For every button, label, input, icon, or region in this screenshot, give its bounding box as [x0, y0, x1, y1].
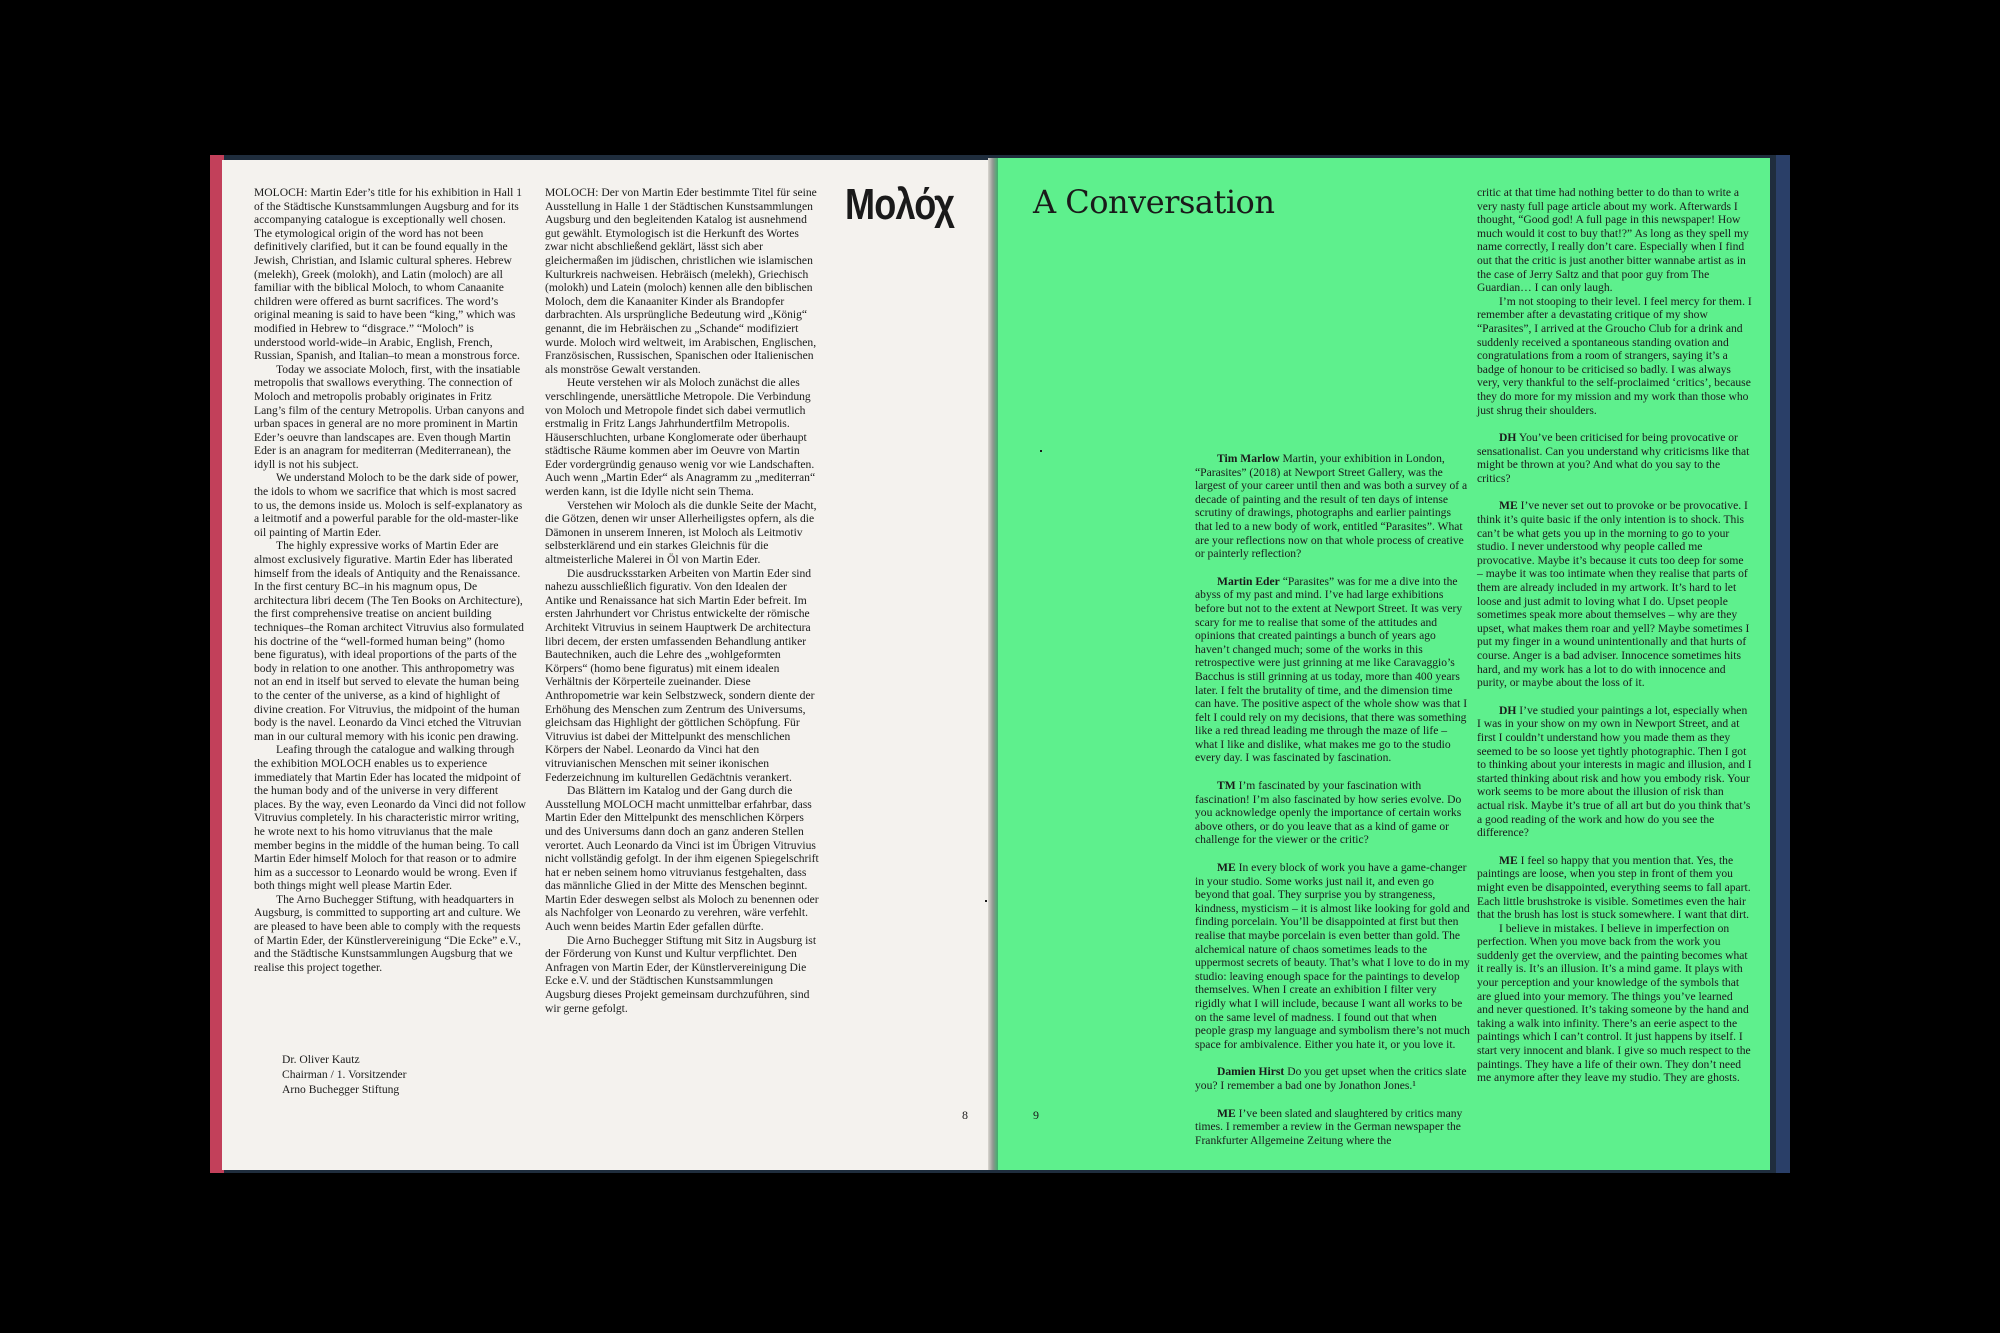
paragraph-text: Leafing through the catalogue and walking through the exhibition MOLOCH enables us to experience immediately that Martin Eder has located the midpoint of the human body and of the universe in very different places. By the way, even Leonardo da Vinci did not follow Vitruvius completely. In his characteristic mirror writing, he wrote next to his homo vitruvianus that the male member begins in the middle of the human being. To call Martin Eder himself Moloch for that reason or to admire him as a successor to Leonardo would be wrong. Even if both things might well please Martin Eder.	[254, 743, 527, 893]
paragraph	[254, 539, 526, 743]
paragraph-text: MOLOCH: Martin Eder’s title for his exhibition in Hall 1 of the Städtische Kunstsammlungen Augsburg and for its accompanying catalogue is exceptionally well chosen. The etymological origin of the word has not been definitively clarified, but it can be found equally in the Jewish, Christian, and Islamic cultural spheres. Hebrew (melekh), Greek (molokh), and Latin (moloch) are all familiar with the biblical Moloch, to whom Canaanite children were offered as burnt sacrifices. The word’s original meaning is said to have been “king,” which was modified in Hebrew to “disgrace.” “Moloch” is understood world-wide–in Arabic, English, French, Russian, Spanish, and Italian–to mean a monstrous force.	[254, 186, 523, 363]
moloch-heading: Μολόχ	[845, 180, 955, 229]
speaker-name: Martin Eder	[1217, 574, 1280, 588]
paragraph-text: Do you get upset when the critics slate you? I remember a bad one by Jonathon Jones.¹	[1195, 1065, 1467, 1092]
paragraph-gap	[1477, 417, 1752, 431]
paragraph-text: I believe in mistakes. I believe in imperfection on perfection. When you move back from the work you suddenly get the overview, and the painting becomes what it really is. It’s an illusion. It’s a mind game. It plays with your perception and your knowledge of the symbols that are glued into your memory. The things you’ve learned and never questioned. It’s taking someone by the hand and taking a walk into infinity. There’s an eerie aspect to the paintings which I can’t control. It just happens by itself. I start very innocent and blank. I give so much respect to the paintings. They have a life of their own. They don’t need me anymore after they leave my studio. They are ghosts.	[1477, 921, 1751, 1085]
paragraph-gap	[1195, 765, 1470, 779]
paragraph	[254, 186, 526, 363]
paragraph-text: I feel so happy that you mention that. Yes, the paintings are loose, when you step in front of them you might even be disappointed, everything seems to fall apart. Each little brushstroke is visible. Sometimes even the hair that the brush has lost is stuck somewhere. I want that dirt.	[1477, 853, 1751, 922]
paragraph	[545, 186, 820, 376]
page-number-right: 9	[1033, 1108, 1039, 1122]
paragraph	[1477, 431, 1752, 485]
paragraph	[1195, 575, 1470, 765]
paragraph-text: Heute verstehen wir als Moloch zunächst die alles verschlingende, unersättliche Metropole. Die Verbindung von Moloch und Metropole findet sich dabei vermutlich erstmalig in Fritz Langs Jahrhundertfilm Metropolis. Häuserschluchten, urbane Konglomerate oder überhaupt städtische Räume kommen aber im Oeuvre von Martin Eder vordergründig genauso wenig vor wie Landschaften. Auch wenn „Martin Eder“ als Anagramm zu „mediterran“ werden kann, ist die Idylle nicht sein Thema.	[545, 376, 816, 499]
paragraph-text: The highly expressive works of Martin Eder are almost exclusively figurative. Martin Eder has liberated himself from the ideals of Antiquity and the Renaissance. In the first century BC–in his magnum opus, De architectura libri decem (The Ten Books on Architecture), the first comprehensive treatise on ancient building techniques–the Roman architect Vitruvius also formulated his doctrine of the “well-formed human being” (homo bene figuratus), with ideal proportions of the parts of the body in relation to one another. This anthropometry was not an end in itself but served to elevate the human being to the center of the universe, as a kind of highlight of divine creation. For Vitruvius, the midpoint of the human body is the navel. Leonardo da Vinci etched the Vitruvian man in our cultural memory with his iconic pen drawing.	[254, 539, 524, 743]
paragraph-text: In every block of work you have a game-changer in your studio. Some works just nail it, and even go beyond that goal. They surprise you by strangeness, kindness, mysticism – it is almost like looking for gold and finding porcelain. You’ll be disappointed at first but then realise that maybe porcelain is even better than gold. The alchemical nature of chaos sometimes leads to the uppermost secrets of beauty. That’s what I love to do in my studio: leaving enough space for the paintings to develop themselves. When I create an exhibition I filter very rigidly what I will include, because I want all works to be on the same level of madness. I found out that when people grasp my language and symbolism there’s not much space for ambivalence. Either you hate it, or you love it.	[1195, 861, 1470, 1051]
speaker-name: Tim Marlow	[1217, 452, 1280, 465]
paragraph-gap	[1195, 1093, 1470, 1107]
signature-org: Arno Buchegger Stiftung	[282, 1083, 400, 1096]
paragraph-text: We understand Moloch to be the dark side of power, the idols to whom we sacrifice that which is most sacred to us, the demons inside us. Moloch is self-explanatory as a leitmotif and a powerful parable for the old-master-like oil painting of Martin Eder.	[254, 471, 523, 539]
paragraph-text: Martin, your exhibition in London, “Parasites” (2018) at Newport Street Gallery, was the largest of your career until then and was both a survey of a decade of painting and the result of ten days of intense scrutiny of drawings, photographs and earlier paintings that led to a new body of work, entitled “Parasites”. What are your reflections now on that whole process of creative or painterly reflection?	[1195, 452, 1468, 561]
paragraph-gap	[1195, 561, 1470, 575]
paragraph	[254, 471, 526, 539]
paragraph-gap	[1195, 1051, 1470, 1065]
paragraph-text: MOLOCH: Der von Martin Eder bestimmte Titel für seine Ausstellung in Halle 1 der Städtischen Kunstsammlungen Augsburg und den begleitenden Katalog ist ausnehmend gut gewählt. Etymologisch ist die Herkunft des Wortes zwar nicht abschließend geklärt, lässt sich aber gleichermaßen im jüdischen, christlichen wie islamischen Kulturkreis nachweisen. Hebräisch (melekh), Griechisch (molokh) und Latein (moloch) kennen alle den biblischen Moloch, dem die Kanaaniter Kinder als Brandopfer darbrachten. Als ursprüngliche Bedeutung wird „König“ genannt, die im Hebräischen zu „Schande“ modifiziert wurde. Moloch wird weltweit, im Arabischen, Englischen, Französischen, Russischen, Spanischen oder Italienischen als monströse Gewalt verstanden.	[545, 186, 817, 376]
signature-name: Dr. Oliver Kautz	[282, 1053, 360, 1066]
paragraph-text: critic at that time had nothing better to do than to write a very nasty full page article about my work. Afterwards I thought, “Good god! A full page in this newspaper! How much would it cost to buy that!?” As long as they spell my name correctly, I really don’t care. Especially when I find out that the critic is just another bitter wannabe artist as in the case of Jerry Saltz and that poor guy from The Guardian… I can only laugh.	[1477, 186, 1749, 295]
signature-block	[282, 1052, 407, 1097]
paragraph	[1195, 779, 1470, 847]
paragraph-text: Das Blättern im Katalog und der Gang durch die Ausstellung MOLOCH macht unmittelbar erfahrbar, dass Martin Eder den Mittelpunkt des menschlichen Körpers und des Universums dann doch an ganz anderen Stellen verortet. Auch Leonardo da Vinci ist im Übrigen Vitruvius nicht vollständig gefolgt. In der ihm eigenen Spiegelschrift hat er neben seinem homo vitruvianus festgehalten, dass das männliche Glied in der Mitte des Menschen beginnt. Martin Eder deswegen selbst als Moloch zu benennen oder als Nachfolger von Leonardo zu verehren, wäre verfehlt. Auch wenn beides Martin Eder gefallen dürfte.	[545, 784, 819, 934]
paragraph-text: Die ausdrucksstarken Arbeiten von Martin Eder sind nahezu ausschließlich figurativ. Von den Idealen der Antike und Renaissance hat sich Martin Eder befreit. Im ersten Jahrhundert vor Christus entwickelte der römische Architekt Vitruvius in seinem Hauptwerk De architectura libri decem, der ersten umfassenden Behandlung antiker Bautechniken, auch die Lehre des „wohlgeformten Körpers“ (homo bene figuratus) mit einem idealen Verhältnis der Körperteile zueinander. Diese Anthropometrie war kein Selbstzweck, sondern diente der Erhöhung des Menschen zum Zentrum des Universums, gleichsam das Highlight der göttlichen Schöpfung. Für Vitruvius ist dabei der Mittelpunkt des menschlichen Körpers der Nabel. Leonardo da Vinci hat den vitruvianischen Menschen mit seiner ikonischen Federzeichnung im kulturellen Gedächtnis verankert.	[545, 566, 815, 784]
paragraph	[1477, 854, 1752, 922]
paragraph-text: You’ve been criticised for being provocative or sensationalist. Can you understand why criticisms like that might be thrown at you? And what do you say to the critics?	[1477, 431, 1750, 485]
paragraph-text: “Parasites” was for me a dive into the abyss of my past and mind. I’ve had large exhibitions before but not to the extent at Newport Street. It was very scary for me to realise that some of the attitudes and opinions that created paintings a bunch of years ago haven’t changed much; some of the works in this retrospective were just grinning at me like Caravaggio’s Bacchus is still grinning at us today, more than 400 years later. I felt the brutality of time, and the dimension time can have. The positive aspect of the whole show was that I felt I could rely on my decisions, that there was something like a red thread leading me through the maze of life – what I like and dislike, what makes me go to the studio every day. I was fascinated by fascination.	[1195, 574, 1468, 765]
paragraph-text: Today we associate Moloch, first, with the insatiable metropolis that swallows everything. The connection of Moloch and metropolis probably originates in Fritz Lang’s film of the century Metropolis. Urban canyons and urban spaces in general are no more prominent in Martin Eder’s oeuvre than landscapes are. Even though Martin Eder is an anagram for mediterran (Mediterranean), the idyll is not his subject.	[254, 362, 525, 471]
paragraph	[1195, 452, 1470, 561]
paragraph	[254, 363, 526, 472]
paragraph	[1477, 499, 1752, 689]
paragraph	[1477, 704, 1752, 840]
paragraph-text: Die Arno Buchegger Stiftung mit Sitz in Augsburg ist der Förderung von Kunst und Kultur verpflichtet. Den Anfragen von Martin Eder, der Künstlervereinigung Die Ecke e.V. und der Städtischen Kunstsammlungen Augsburg dieses Projekt gemeinsam durchzuführen, sind wir gerne gefolgt.	[545, 933, 817, 1015]
interview-column-2	[1477, 186, 1752, 1085]
paragraph	[1477, 922, 1752, 1085]
german-essay-column	[545, 186, 820, 1015]
paragraph	[1195, 1107, 1470, 1148]
paragraph-gap	[1477, 690, 1752, 704]
margin-mark	[985, 900, 987, 902]
paragraph	[545, 934, 820, 1016]
signature-title: Chairman / 1. Vorsitzender	[282, 1068, 407, 1081]
speaker-name: ME	[1499, 499, 1518, 513]
paragraph	[1195, 861, 1470, 1051]
paragraph	[545, 567, 820, 785]
book-gutter	[988, 158, 998, 1170]
paragraph-text: I’ve been slated and slaughtered by critics many times. I remember a review in the German newspaper the Frankfurter Allgemeine Zeitung where the	[1195, 1106, 1463, 1147]
speaker-name: TM	[1217, 779, 1236, 793]
paragraph	[545, 784, 820, 934]
speaker-name: ME	[1217, 861, 1236, 875]
conversation-heading: A Conversation	[1033, 183, 1275, 221]
paragraph-gap	[1195, 847, 1470, 861]
speaker-name: Damien Hirst	[1217, 1065, 1285, 1079]
margin-mark	[1040, 450, 1042, 452]
speaker-name: ME	[1499, 853, 1518, 867]
paragraph	[1477, 186, 1752, 295]
paragraph	[1195, 1065, 1470, 1092]
speaker-name: DH	[1499, 703, 1517, 717]
page-number-left: 8	[962, 1108, 968, 1122]
cover-edge-right	[1776, 155, 1790, 1173]
paragraph	[545, 376, 820, 498]
paragraph-text: The Arno Buchegger Stiftung, with headquarters in Augsburg, is committed to supporting art and culture. We are pleased to have been able to comply with the requests of Martin Eder, der Künstlervereinigung “Die Ecke” e.V., and the Städtische Kunstsammlungen Augsburg that we realise this project together.	[254, 892, 521, 974]
paragraph-text: I’m fascinated by your fascination with fascination! I’m also fascinated by how series evolve. Do you acknowledge openly the importance of certain works above others, or do you leave that as a kind of game or challenge for the viewer or the critic?	[1195, 779, 1462, 847]
paragraph	[545, 499, 820, 567]
paragraph-gap	[1477, 840, 1752, 854]
paragraph	[254, 743, 526, 893]
paragraph-gap	[1477, 485, 1752, 499]
speaker-name: ME	[1217, 1106, 1236, 1120]
paragraph-text: I’ve studied your paintings a lot, especially when I was in your show on my own in Newport Street, and at first I couldn’t understand how you made them as they seemed to be so loose yet tightly photographic. Then I got to thinking about your interests in magic and illusion, and I started thinking about risk and how you embody risk. Your work seems to be more about the illusion of risk than actual risk. Maybe it’s true of all art but do you think that’s a good reading of the work and how do you see the difference?	[1477, 703, 1752, 840]
speaker-name: DH	[1499, 431, 1517, 445]
paragraph-text: I’ve never set out to provoke or be provocative. I think it’s quite basic if the only intention is to shock. This can’t be what gets you up in the morning to go to your studio. I never understood why people called me provocative. Maybe it’s because it cuts too deep for some – maybe it was too intimate when they realise that parts of them are already included in my artwork. It’s hard to let loose and just admit to loving what I do. Upset people sometimes speak more about themselves – why are they upset, what makes them roar and yell? Maybe sometimes I put my finger in a wound unintentionally and that hurts of course. Anger is a bad adviser. Innocence sometimes hits hard, and my work has a lot to do with innocence and purity, or maybe about the loss of it.	[1477, 499, 1750, 690]
paragraph	[1477, 295, 1752, 417]
paragraph-text: Verstehen wir Moloch als die dunkle Seite der Macht, die Götzen, denen wir unser Allerheiligstes opfern, als die Dämonen in unserem Inneren, ist Moloch als Leitmotiv selbsterklärend und ein starkes Gleichnis für die altmeisterliche Malerei in Öl von Martin Eder.	[545, 498, 817, 567]
paragraph	[254, 893, 526, 975]
interview-column-1	[1195, 452, 1470, 1147]
english-essay-column	[254, 186, 526, 974]
paragraph-text: I’m not stooping to their level. I feel mercy for them. I remember after a devastating critique of my show “Parasites”, I arrived at the Groucho Club for a drink and suddenly received a spontaneous standing ovation and congratulations from a room of strangers, saying it’s a badge of honour to be criticised so badly. I was always very, very thankful to the self-proclaimed ‘critics’, because they do more for my mission and my work than those who just shrug their shoulders.	[1477, 294, 1752, 417]
